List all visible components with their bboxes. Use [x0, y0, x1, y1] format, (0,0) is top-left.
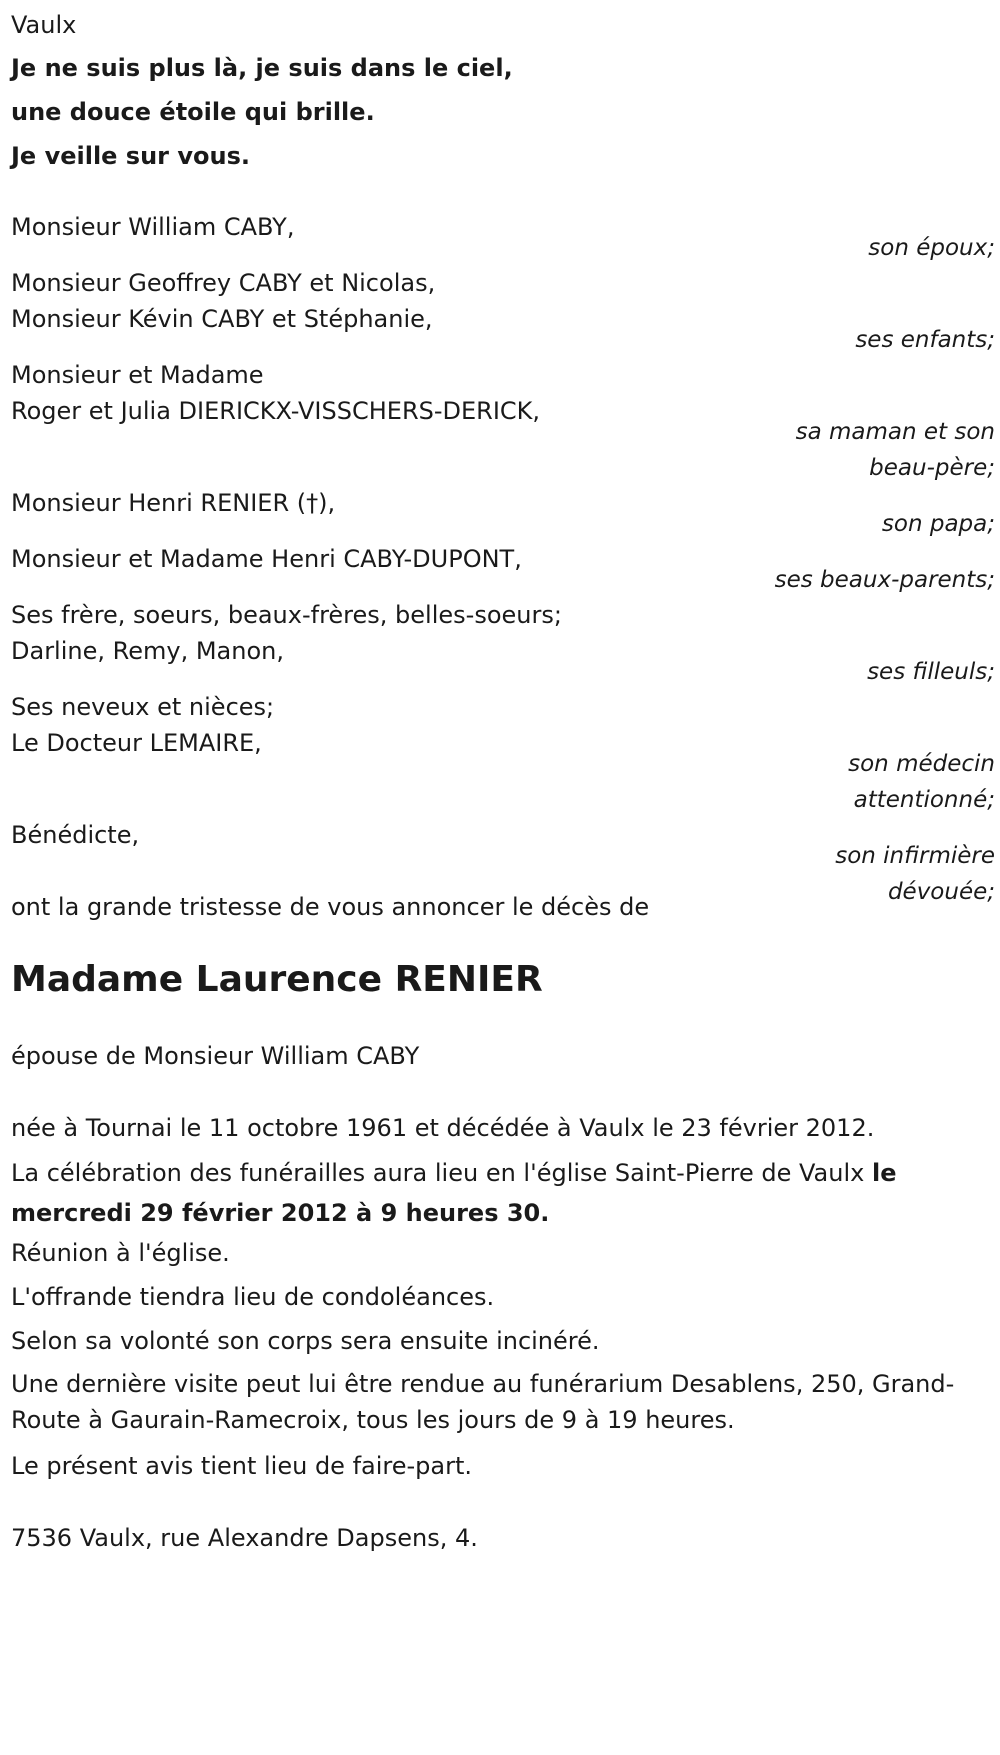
poem-line-3: Je veille sur vous. — [11, 142, 250, 170]
place-heading: Vaulx — [11, 11, 77, 39]
announcement-text: ont la grande tristesse de vous annoncer le décès de — [11, 893, 650, 921]
relation-label: ses beaux-parents; — [774, 567, 995, 593]
poem-line-1: Je ne suis plus là, je suis dans le ciel, — [11, 54, 513, 82]
family-member: Bénédicte, — [11, 821, 140, 849]
relation-label: dévouée; — [887, 879, 995, 905]
family-member: Le Docteur LEMAIRE, — [11, 729, 262, 757]
family-member: Monsieur et Madame — [11, 361, 264, 389]
address-line: 7536 Vaulx, rue Alexandre Dapsens, 4. — [11, 1524, 478, 1552]
spouse-line: épouse de Monsieur William CABY — [11, 1042, 420, 1070]
relation-label: sa maman et son — [795, 419, 995, 445]
visit-info: Une dernière visite peut lui être rendue au funérarium Desablens, 250, Grand-Route à Gaurain-Ramecroix, tous les jours de 9 à 19 heures. — [11, 1370, 955, 1434]
family-member: Monsieur et Madame Henri CABY-DUPONT, — [11, 545, 522, 573]
relation-label: ses enfants; — [855, 327, 995, 353]
birth-death-line: née à Tournai le 11 octobre 1961 et décédée à Vaulx le 23 février 2012. — [11, 1114, 875, 1142]
family-member: Monsieur Geoffrey CABY et Nicolas, — [11, 269, 436, 297]
notice-line: Le présent avis tient lieu de faire-part. — [11, 1452, 473, 1480]
funeral-date: le mercredi 29 février 2012 à 9 heures 30. — [11, 1159, 897, 1227]
family-member: Monsieur Henri RENIER (†), — [11, 489, 336, 517]
poem-line-2: une douce étoile qui brille. — [11, 98, 375, 126]
family-member: Monsieur Kévin CABY et Stéphanie, — [11, 305, 433, 333]
funeral-info — [11, 1153, 986, 1233]
deceased-name: Madame Laurence RENIER — [11, 959, 543, 1000]
funeral-text: La célébration des funérailles aura lieu en l'église Saint-Pierre de Vaulx — [11, 1159, 865, 1187]
relation-label: son médecin — [848, 751, 995, 777]
family-member: Darline, Remy, Manon, — [11, 637, 284, 665]
family-member: Ses neveux et nièces; — [11, 693, 275, 721]
relation-label: son époux; — [868, 235, 995, 261]
offering-line: L'offrande tiendra lieu de condoléances. — [11, 1283, 495, 1311]
relation-label: ses filleuls; — [867, 659, 995, 685]
relation-label: attentionné; — [853, 787, 995, 813]
relation-label: son infirmière — [835, 843, 995, 869]
family-member: Ses frère, soeurs, beaux-frères, belles-soeurs; — [11, 601, 562, 629]
meeting-line: Réunion à l'église. — [11, 1239, 230, 1267]
relation-label: beau-père; — [869, 455, 995, 481]
relation-label: son papa; — [881, 511, 995, 537]
family-member: Roger et Julia DIERICKX-VISSCHERS-DERICK, — [11, 397, 541, 425]
family-member: Monsieur William CABY, — [11, 213, 295, 241]
cremation-line: Selon sa volonté son corps sera ensuite incinéré. — [11, 1327, 600, 1355]
